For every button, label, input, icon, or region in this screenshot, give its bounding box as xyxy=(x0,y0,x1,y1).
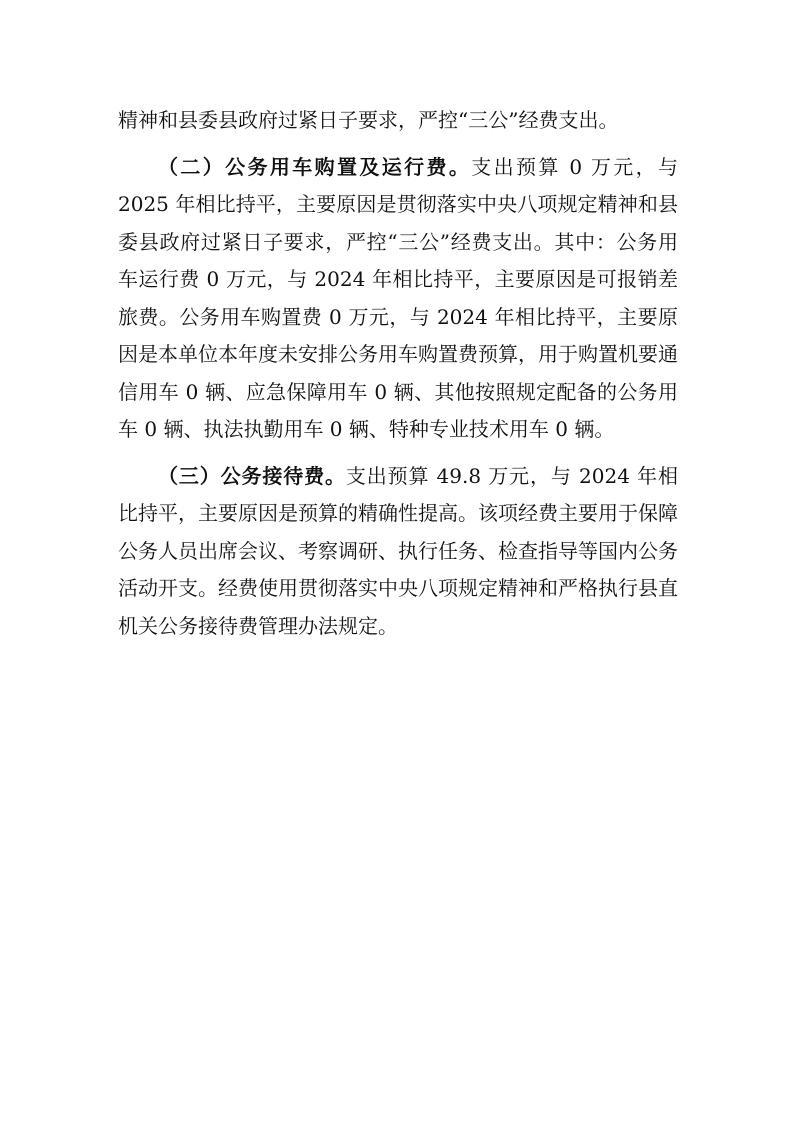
paragraph-continued xyxy=(118,102,678,140)
section-heading-reception: （三）公务接待费。 xyxy=(158,463,346,488)
paragraph-vehicle-costs xyxy=(118,149,678,449)
document-page xyxy=(118,102,678,645)
paragraph-body: 精神和县委县政府过紧日子要求，严控“三公”经费支出。 xyxy=(118,108,619,132)
paragraph-body: 支出预算 49.8 万元，与 2024 年相比持平，主要原因是预算的精确性提高。该项经费主要用于保障公务人员出席会议、考察调研、执行任务、检查指导等国内公务活动开支。经费使用贯彻落实中央八项规定精神和严格执行县直机关公务接待费管理办法规定。 xyxy=(118,463,679,638)
paragraph-reception-costs xyxy=(118,458,678,646)
section-heading-vehicle: （二）公务用车购置及运行费。 xyxy=(158,154,472,179)
paragraph-body: 支出预算 0 万元，与 2025 年相比持平，主要原因是贯彻落实中央八项规定精神和县委县政府过紧日子要求，严控“三公”经费支出。其中：公务用车运行费 0 万元，与 2024 年相比持平，主要原因是可报销差旅费。公务用车购置费 0 万元，与 2024 年相比持平，主要原因是本单位本年度未安排公务用车购置费预算，用于购置机要通信用车 0 辆、应急保障用车 0 辆、其他按照规定配备的公务用车 0 辆、执法执勤用车 0 辆、特种专业技术用车 0 辆。 xyxy=(118,154,678,441)
